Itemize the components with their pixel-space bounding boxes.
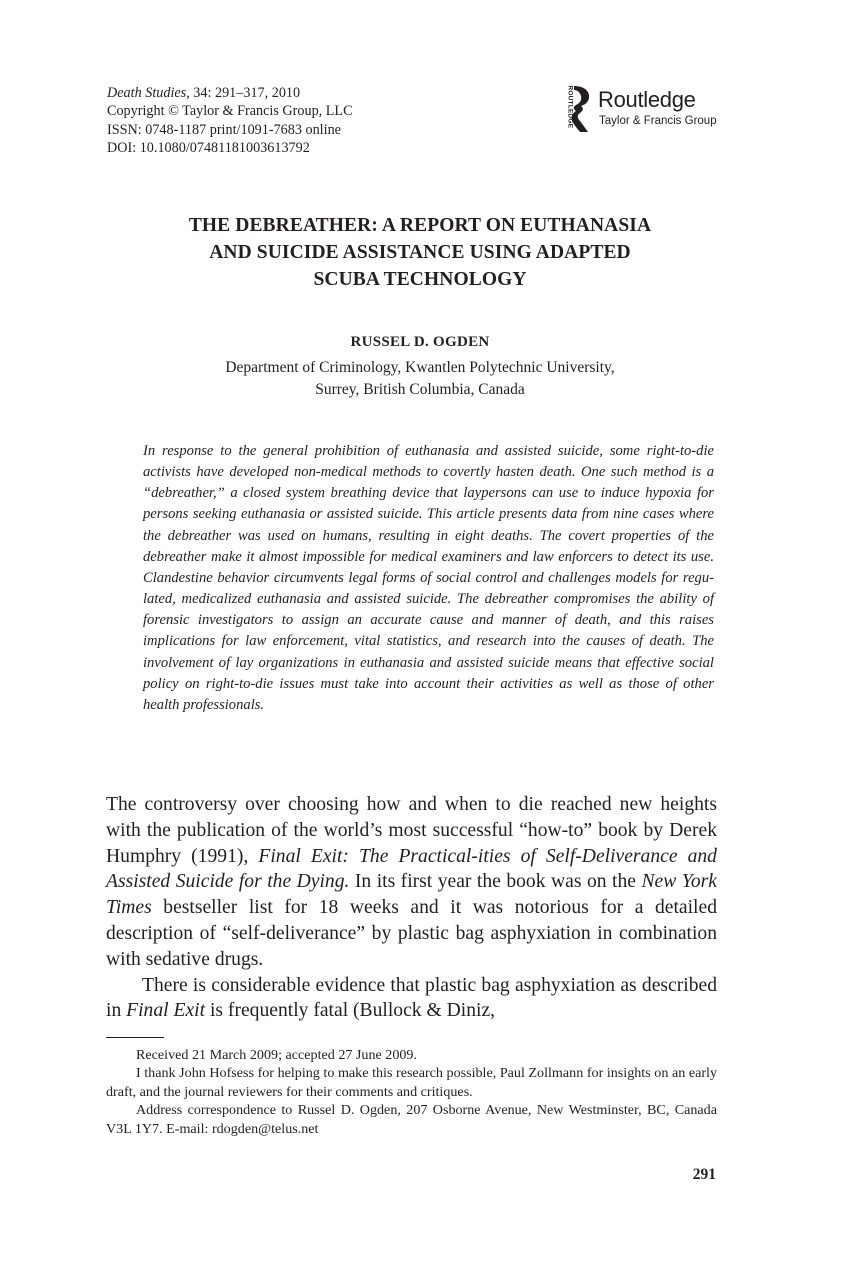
footnotes	[106, 1046, 717, 1138]
body-paragraph: The controversy over choosing how and when to die reached new heights with the publication of the world’s most successful “how-to” book by Derek Humphry (1991), Final Exit: The Practical-ities of Self-Deliverance and Assisted Suicide for the Dying. In its first year the book was on the New York Times bestseller list for 18 weeks and it was notorious for a detailed description of “self-deliverance” by plastic bag asphyxiation in combination with sedative drugs.	[106, 794, 717, 970]
journal-header	[107, 84, 353, 157]
doi-line: DOI: 10.1080/07481181003613792	[107, 139, 310, 156]
affiliation-line: Department of Criminology, Kwantlen Polytechnic University,	[225, 359, 615, 376]
author-affiliation	[110, 357, 730, 401]
page-number: 291	[692, 1166, 716, 1183]
abstract: In response to the general prohibition of euthanasia and assisted suicide, some right-to-die activists have developed non-medical methods to covertly hasten death. One such method is a “debreather,” a closed system breathing device that laypersons can use to induce hypoxia for persons seeking euthanasia or assisted suicide. This article presents data from nine cases where the debreather was used on humans, resulting in eight deaths. The covert properties of the debreather make it almost impossible for medical examiners and law enforcers to detect its use. Clandestine behavior circumvents legal forms of social control and challenges models for regu-lated, medicalized euthanasia and assisted suicide. The debreather compromises the ability of forensic investigators to assign an accurate cause and manner of death, and this raises implications for law enforcement, vital statistics, and research into the causes of death. The involvement of lay organizations in euthanasia and assisted suicide means that effective social policy on right-to-die issues must take into account their activities as well as those of other health professionals.	[143, 443, 714, 713]
logo-name: Routledge	[598, 87, 696, 112]
footnote-acknowledgments: I thank John Hofsess for helping to make this research possible, Paul Zollmann for insights on an early draft, and the journal reviewers for their comments and critiques.	[106, 1065, 717, 1100]
title-line: THE DEBREATHER: A REPORT ON EUTHANASIA	[188, 215, 652, 236]
affiliation-line: Surrey, British Columbia, Canada	[315, 381, 525, 398]
footnote-divider	[106, 1037, 164, 1038]
article-title	[110, 212, 730, 293]
journal-name: Death Studies	[107, 85, 187, 101]
copyright-line: Copyright © Taylor & Francis Group, LLC	[107, 103, 353, 120]
routledge-profile-r-icon	[560, 84, 592, 134]
logo-vertical-text: ROUTLEDGE	[566, 85, 574, 129]
title-line: SCUBA TECHNOLOGY	[313, 269, 527, 290]
footnote-correspondence: Address correspondence to Russel D. Ogden, 207 Osborne Avenue, New Westminster, BC, Canada V3L 1Y7. E-mail: rdogden@telus.net	[106, 1102, 717, 1137]
author-name: RUSSEL D. OGDEN	[350, 334, 490, 350]
issn-line: ISSN: 0748-1187 print/1091-7683 online	[107, 121, 341, 138]
newspaper-title: New York Times	[106, 871, 717, 919]
logo-subtitle: Taylor & Francis Group	[599, 115, 717, 127]
title-line: AND SUICIDE ASSISTANCE USING ADAPTED	[209, 242, 631, 263]
footnote-received: Received 21 March 2009; accepted 27 June 2009.	[136, 1047, 418, 1063]
book-title: Final Exit	[126, 1000, 206, 1022]
book-title: Final Exit: The Practical-ities of Self-Deliverance and Assisted Suicide for the Dying.	[106, 845, 717, 893]
journal-citation: Death Studies, 34: 291–317, 2010	[107, 85, 301, 101]
publisher-logo	[560, 84, 730, 134]
body-paragraph: There is considerable evidence that plastic bag asphyxiation as described in Final Exit is frequently fatal (Bullock & Diniz,	[106, 974, 717, 1022]
body-text	[106, 792, 717, 1024]
